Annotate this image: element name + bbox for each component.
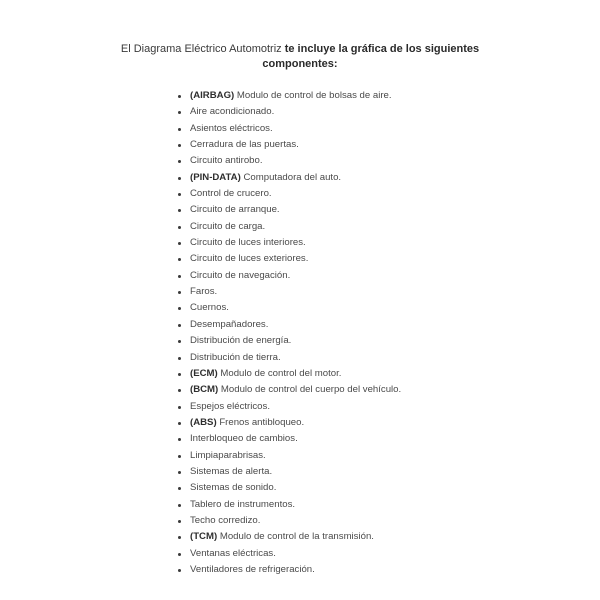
list-item: [176, 186, 506, 202]
list-item: [176, 104, 506, 120]
list-item-label: Circuito de arranque.: [190, 204, 280, 216]
list-item: [176, 251, 506, 267]
list-item-label: Modulo de control del cuerpo del vehículo.: [218, 384, 402, 396]
list-item-label: Tablero de instrumentos.: [190, 498, 296, 510]
list-item-label: Modulo de control de bolsas de aire.: [234, 90, 392, 101]
list-item-label: Sistemas de sonido.: [190, 482, 277, 494]
list-item-label: Circuito de navegación.: [190, 269, 291, 281]
list-item: [176, 399, 506, 415]
list-item: [176, 268, 506, 284]
component-list: [176, 88, 506, 578]
list-item-label: Ventiladores de refrigeración.: [190, 563, 315, 575]
list-item: [176, 235, 506, 251]
list-item-label: Cuernos.: [190, 302, 229, 314]
list-item: [176, 480, 506, 496]
intro-text: El Diagrama Eléctrico Automotriz: [120, 43, 285, 55]
list-item: [176, 529, 506, 545]
list-item: [176, 415, 506, 431]
list-item-abbreviation: (PIN-DATA): [190, 171, 241, 183]
list-item: [176, 431, 506, 447]
list-item-label: Circuito de carga.: [190, 220, 266, 232]
list-item: [176, 382, 506, 398]
list-item: [176, 497, 506, 513]
list-item-label: Espejos eléctricos.: [190, 400, 270, 412]
list-item: [176, 202, 506, 218]
list-item: [176, 88, 506, 104]
list-item-label: Cerradura de las puertas.: [190, 139, 299, 151]
list-item-label: Frenos antibloqueo.: [216, 416, 305, 428]
intro-bold-text: te incluye la gráfica de los siguientes componentes:: [262, 43, 480, 70]
list-item-label: Sistemas de alerta.: [190, 465, 273, 477]
list-item-label: Control de crucero.: [190, 188, 272, 200]
list-item: [176, 170, 506, 186]
list-item: [176, 513, 506, 529]
list-item: [176, 219, 506, 235]
list-item-label: Techo corredizo.: [190, 514, 261, 526]
list-item-abbreviation: (BCM): [190, 384, 219, 396]
list-item-label: Modulo de control de la transmisión.: [217, 531, 374, 543]
list-item-abbreviation: (TCM): [190, 531, 218, 543]
list-item-label: Modulo de control del motor.: [217, 367, 342, 379]
list-item-label: Aire acondicionado.: [190, 106, 275, 118]
list-item-abbreviation: (AIRBAG): [190, 90, 235, 101]
list-item: [176, 121, 506, 137]
list-item: [176, 366, 506, 382]
list-item-abbreviation: (ECM): [190, 367, 218, 379]
list-item: [176, 464, 506, 480]
list-item-label: Circuito de luces exteriores.: [190, 253, 309, 265]
list-item-label: Interbloqueo de cambios.: [190, 433, 298, 445]
list-item: [176, 300, 506, 316]
list-item-label: Asientos eléctricos.: [190, 122, 273, 134]
list-item: [176, 333, 506, 349]
list-item-abbreviation: (ABS): [190, 416, 217, 428]
list-item-label: Desempañadores.: [190, 318, 269, 330]
list-item-label: Circuito de luces interiores.: [190, 237, 306, 249]
list-item: [176, 546, 506, 562]
list-item-label: Faros.: [190, 286, 218, 298]
list-item-label: Ventanas eléctricas.: [190, 547, 276, 559]
list-item: [176, 284, 506, 300]
list-item: [176, 448, 506, 464]
list-item-label: Computadora del auto.: [240, 171, 342, 183]
list-item: [176, 137, 506, 153]
list-item: [176, 350, 506, 366]
list-item-label: Distribución de energía.: [190, 335, 292, 347]
list-item-label: Distribución de tierra.: [190, 351, 281, 363]
list-item-label: Circuito antirobo.: [190, 155, 263, 167]
list-item-label: Limpiaparabrisas.: [190, 449, 266, 461]
list-item: [176, 317, 506, 333]
list-item: [176, 562, 506, 578]
list-item: [176, 153, 506, 169]
intro-paragraph: [120, 42, 480, 72]
